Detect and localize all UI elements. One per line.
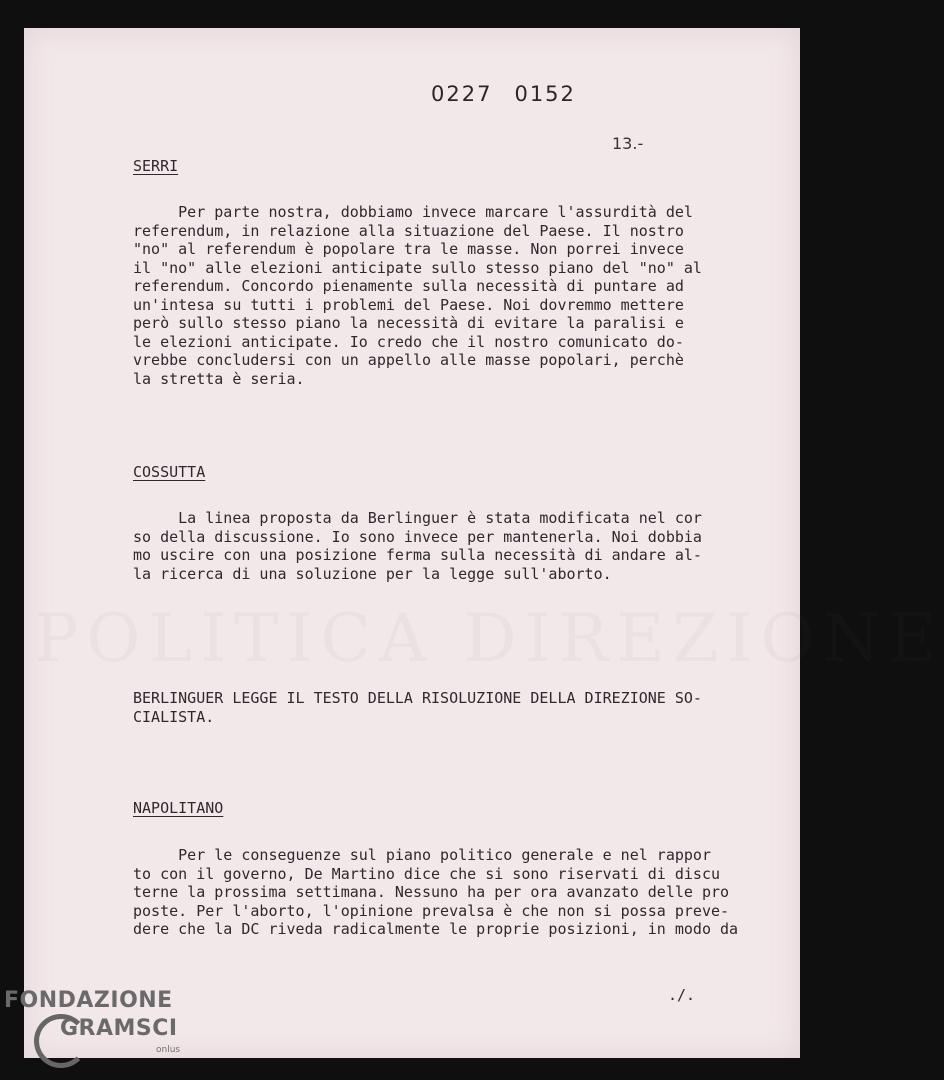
paragraph-napolitano: Per le conseguenze sul piano politico generale e nel rappor to con il governo, De Martino dice che si sono riservati di discu terne la prossima settimana. Nessuno ha per ora avanzato delle pro poste. Per l'aborto, l'opinione prevalsa è che non si possa preve- dere che la DC riveda radicalmente le proprie posizioni, in modo da (133, 846, 739, 938)
procedural-note: BERLINGUER LEGGE IL TESTO DELLA RISOLUZIONE DELLA DIREZIONE SO- CIALISTA. (133, 689, 702, 726)
paragraph-serri: Per parte nostra, dobbiamo invece marcare l'assurdità del referendum, in relazione alla situazione del Paese. Il nostro "no" al referendum è popolare tra le masse. Non porrei invece il "no" alle elezioni anticipate sullo stesso piano del "no" al referendum. Concordo pienamente sulla necessità di puntare ad un'intesa su tutti i problemi del Paese. Noi dovremmo mettere però sullo stesso piano la necessità di evitare la paralisi e le elezioni anticipate. Io credo che il nostro comunicato do- vrebbe concludersi con un appello alle masse popolari, perchè la stretta è seria. (133, 203, 702, 388)
document-page (24, 28, 944, 1058)
paragraph-cossutta: La linea proposta da Berlinguer è stata modificata nel cor so della discussione. Io sono invece per mantenerla. Noi dobbia mo uscire con una posizione ferma sulla necessità di andare al- la ricerca di una soluzione per la legge sull'aborto. (133, 509, 702, 583)
logo-ring-icon (34, 1014, 88, 1068)
continuation-mark: ./. (668, 986, 696, 1004)
logo-line-2: GRAMSCI (60, 1016, 178, 1041)
logo-line-1: FONDAZIONE (4, 988, 173, 1013)
speaker-heading-serri: SERRI (133, 157, 179, 175)
show-through-text: POLITICA DIREZIONE (34, 600, 944, 677)
logo-line-3: onlus (156, 1045, 181, 1055)
fondazione-gramsci-logo (4, 988, 181, 1055)
archive-code-b: 0152 (514, 82, 576, 106)
archive-stamp (431, 82, 576, 106)
speaker-heading-napolitano: NAPOLITANO (133, 799, 224, 817)
archive-code-a: 0227 (431, 82, 493, 106)
speaker-heading-cossutta: COSSUTTA (133, 463, 206, 481)
page-number: 13.- (612, 134, 644, 153)
